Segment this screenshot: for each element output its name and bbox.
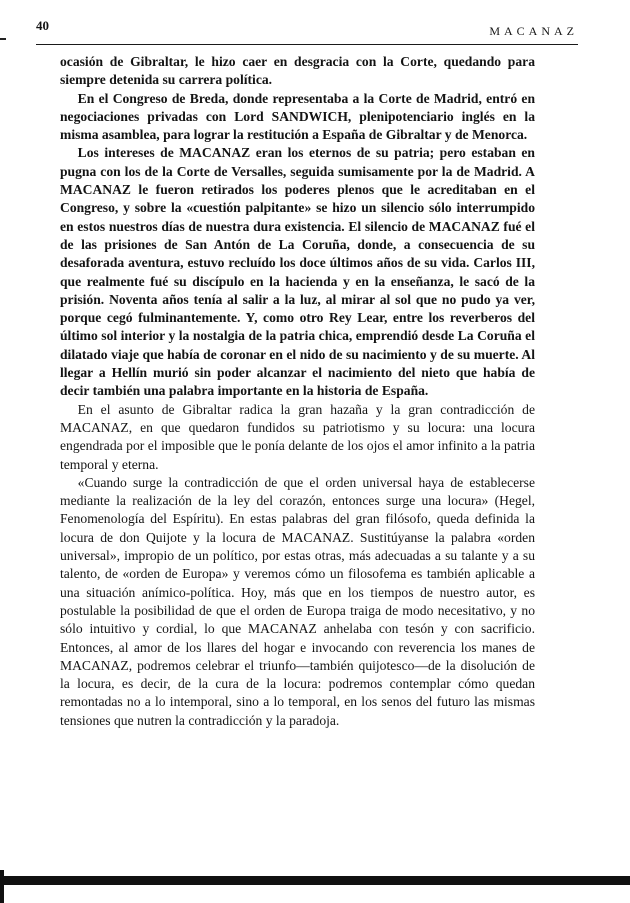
running-head: MACANAZ — [489, 24, 578, 38]
body-text — [60, 53, 535, 730]
header-rule — [36, 44, 578, 45]
paragraph: «Cuando surge la contradicción de que el orden universal haya de establecerse mediante la realización de la ley del corazón, entonces surge una locura» (Hegel, Fenomenología del Espíritu). En estas palabras del gran filósofo, queda definida la locura de don Quijote y la locura de MACANAZ. Sustitúyanse la palabra «orden universal», impropio de un político, por estas otras, más adecuadas a su talante y a su talento, de «orden de Europa» y veremos cómo un filosofema es también aplicable a una situación anímico-política. Hoy, más que en los tiempos de nuestro autor, es postulable la posibilidad de que el orden de Europa traiga de modo necesitativo, y no sólo intuitivo y cordial, lo que MACANAZ anhelaba con tesón y con sacrificio. Entonces, al amor de los llares del hogar e invocando con reverencia los manes de MACANAZ, podremos celebrar el triunfo—también quijotesco—de la disolución de la locura, es decir, de la cura de la locura: podremos contemplar cómo quedan remontadas no a lo intemporal, sino a lo temporal, en los senos del futuro las mismas tensiones que nutren la contradicción y la paradoja. — [60, 474, 535, 728]
paragraph: En el Congreso de Breda, donde representaba a la Corte de Madrid, entró en negociaciones privadas con Lord SANDWICH, plenipotenciario inglés en la misma asamblea, para lograr la restitución a España de Gibraltar y de Menorca. — [60, 90, 535, 143]
paragraph: Los intereses de MACANAZ eran los eternos de su patria; pero estaban en pugna con los de la Corte de Versalles, seguida sumisamente por la de Madrid. A MACANAZ le fueron retirados los poderes plenos que le acreditaban en el Congreso, y sobre la «cuestión palpitante» se hizo un silencio sólo interrumpido en estos nuestros días de nuestra dura existencia. El silencio de MACANAZ fué el de las prisiones de San Antón de La Coruña, donde, a consecuencia de su desaforada aventura, estuvo recluído los doce últimos años de su vida. Carlos III, que realmente fué su discípulo en la hacienda y en la enseñanza, le sacó de la prisión. Noventa años tenía al salir a la luz, al mirar al sol que no pudo ya ver, porque cegó fulminantemente. Y, como otro Rey Lear, entre los reverberos del último sol interior y la nostalgia de la patria chica, emprendió desde La Coruña el dilatado viaje que había de coronar en el nido de su nacimiento y de su muerte. Al llegar a Hellín murió sin poder alcanzar el nacimiento del nieto que había de decir también una palabra importante en la historia de España. — [60, 145, 535, 399]
page-bottom-edge — [0, 876, 630, 885]
paragraph: ocasión de Gibraltar, le hizo caer en desgracia con la Corte, quedando para siempre detenida su carrera política. — [60, 54, 535, 88]
paragraph: En el asunto de Gibraltar radica la gran hazaña y la gran contradicción de MACANAZ, en que quedaron fundidos su patriotismo y su locura: una locura engendrada por el imposible que le ponía delante de los ojos el amor infinito a la patria temporal y eterna. — [60, 401, 535, 472]
page-header — [36, 14, 578, 44]
page-bottom-corner — [0, 870, 4, 903]
page-edge-mark — [0, 38, 6, 40]
page-number: 40 — [36, 18, 49, 33]
